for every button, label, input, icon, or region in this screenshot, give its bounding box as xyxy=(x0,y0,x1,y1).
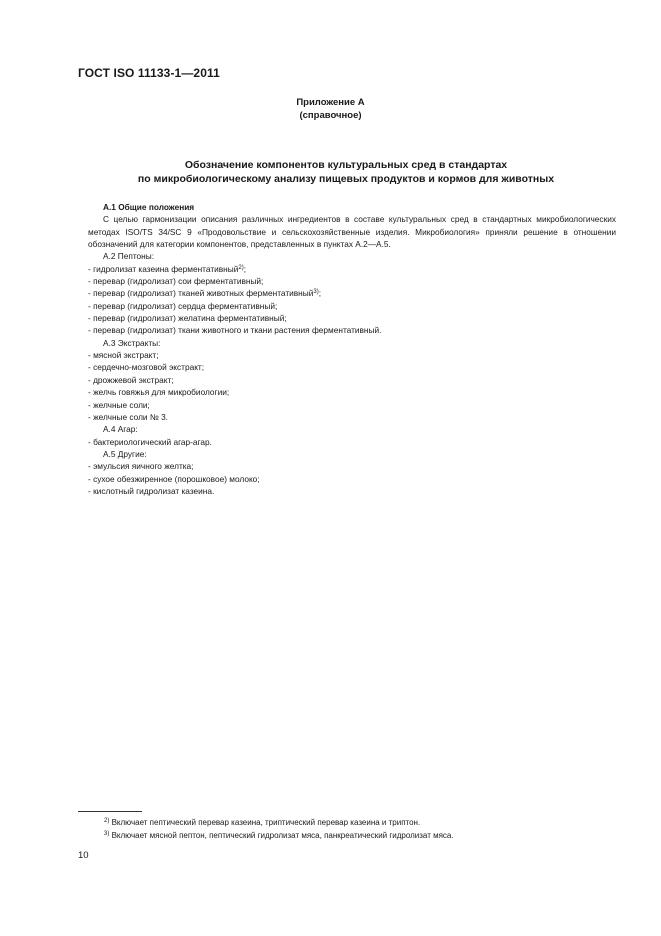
list-item-punct: ; xyxy=(318,288,322,299)
section-a1-heading: А.1 Общие положения xyxy=(103,202,195,212)
annex-kind: (справочное) xyxy=(299,110,362,121)
list-item-text: - перевар (гидролизат) желатина ферментативный; xyxy=(88,313,287,324)
annex-title-line-1: Обозначение компонентов культуральных сред в стандартах xyxy=(184,159,508,171)
annex-title-line-2: по микробиологическому анализу пищевых продуктов и кормов для животных xyxy=(137,173,555,185)
annex-label: Приложение А xyxy=(296,97,365,108)
standard-header: ГОСТ ISO 11133-1—2011 xyxy=(78,66,220,80)
footnote-mark: 2) xyxy=(104,818,110,824)
list-item-text: - гидролизат казеина ферментативный xyxy=(88,263,239,274)
section-a4-list xyxy=(88,436,616,448)
footnote-ref: 3) xyxy=(313,289,319,296)
list-item xyxy=(88,263,616,275)
footnote-mark: 3) xyxy=(104,831,110,837)
list-item: - сухое обезжиренное (порошковое) молоко; xyxy=(88,473,260,484)
section-a4-heading: А.4 Агар: xyxy=(103,424,138,435)
list-item-text: - перевар (гидролизат) сои ферментативный; xyxy=(88,276,264,287)
footnote-text: Включает мясной пептон, пептический гидролизат мяса, панкреатический гидролизат мяса. xyxy=(111,831,454,840)
list-item xyxy=(88,275,616,287)
footnote-text: Включает пептический перевар казеина, триптический перевар казеина и триптон. xyxy=(111,818,421,827)
section-a2-list xyxy=(88,263,616,337)
list-item: - дрожжевой экстракт; xyxy=(88,374,174,385)
list-item: - кислотный гидролизат казеина. xyxy=(88,485,215,496)
list-item: - мясной экстракт; xyxy=(88,350,159,361)
footnote-divider xyxy=(78,811,142,812)
annex-title xyxy=(80,158,612,186)
section-a1-text: С целью гармонизации описания различных ингредиентов в составе культуральных сред в стандартных микробиологических методах ISO/TS 34/SC 9 «Продовольствие и сельскохозяйственные изделия. Микробиология» приняли решение в отношении обозначений для категории компонентов, представленных в пунктах А.2—А.5. xyxy=(88,214,616,250)
list-item: - бактериологический агар-агар. xyxy=(88,436,212,447)
list-item-text: - перевар (гидролизат) сердца ферментативный; xyxy=(88,300,278,311)
list-item: - эмульсия яичного желтка; xyxy=(88,461,194,472)
section-a5-list xyxy=(88,460,616,497)
list-item: - желчные соли № 3. xyxy=(88,411,168,422)
footnote xyxy=(104,816,454,829)
footnote-ref: 2) xyxy=(238,264,244,271)
list-item xyxy=(88,287,616,299)
list-item xyxy=(88,300,616,312)
section-a3-list xyxy=(88,349,616,423)
list-item: - сердечно-мозговой экстракт; xyxy=(88,362,205,373)
annex-body xyxy=(88,201,616,497)
list-item xyxy=(88,312,616,324)
list-item: - желчь говяжья для микробиологии; xyxy=(88,387,230,398)
annex-heading xyxy=(0,96,661,122)
footnotes xyxy=(104,816,454,842)
section-a3-heading: А.3 Экстракты: xyxy=(103,337,161,348)
list-item: - желчные соли; xyxy=(88,399,150,410)
list-item-text: - перевар (гидролизат) тканей животных ферментативный xyxy=(88,288,314,299)
section-a5-heading: А.5 Другие: xyxy=(103,448,147,459)
section-a2-heading: А.2 Пептоны: xyxy=(103,251,155,262)
page-number: 10 xyxy=(78,850,89,861)
list-item-text: - перевар (гидролизат) ткани животного и ткани растения ферментативный. xyxy=(88,325,382,336)
footnote xyxy=(104,829,454,842)
list-item xyxy=(88,324,616,336)
list-item-punct: ; xyxy=(243,263,247,274)
